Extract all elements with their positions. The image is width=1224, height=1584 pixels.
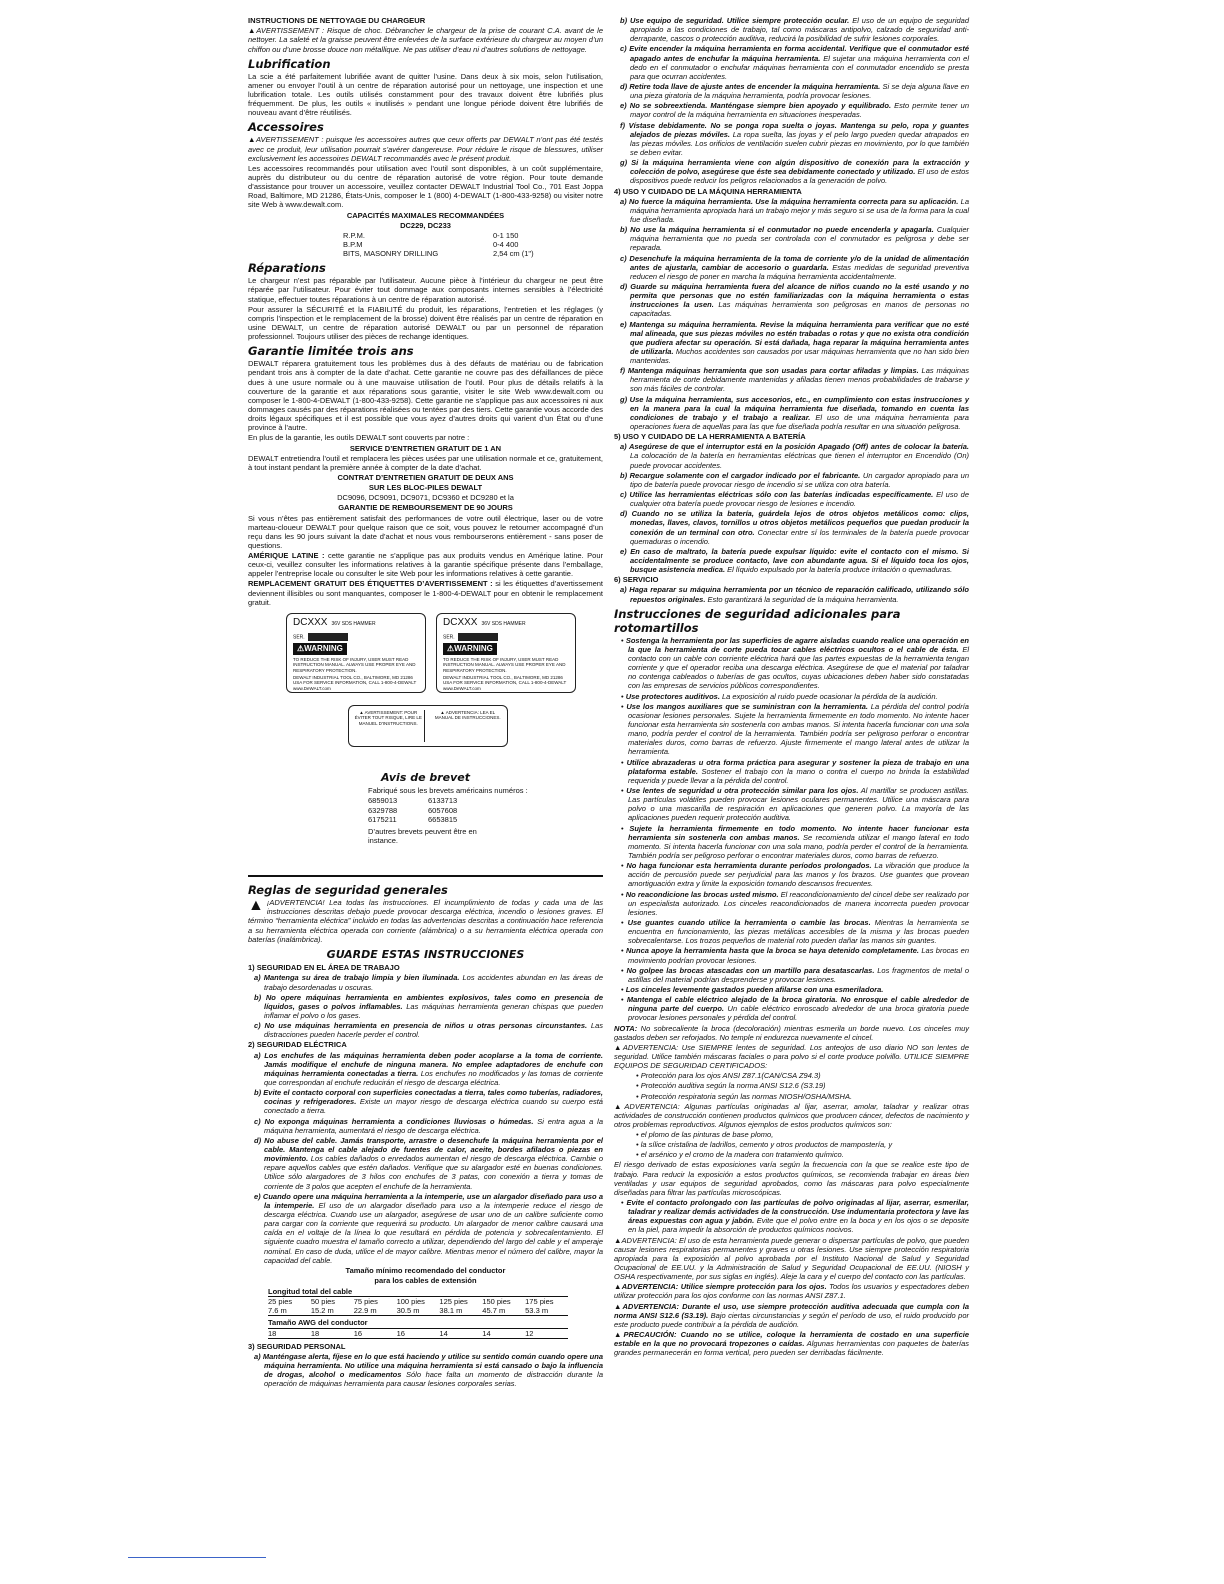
accessoires-heading: Accessoires: [248, 120, 324, 135]
item-text: Cualquier máquina herramienta que no pueda ser controlada con el conmutador es peligrosa y debe ser reparada.: [630, 225, 970, 253]
item-text: La ropa suelta, las joyas y el pelo largo pueden quedar atrapados en las piezas móviles. Los orificios de ventilación suelen cubrir piezas en movimiento, por lo que también se deben evitar.: [630, 129, 969, 157]
sec4-item: [614, 366, 969, 393]
advertencia-2-text: El riesgo derivado de estas exposiciones varía según la frecuencia con la que se realice este tipo de trabajo. Para reducir la exposición a estos productos químicos, se recomienda trabajar en áreas bien ventiladas y usar equipos de seguridad aprobados, como las máscaras para polvo especialmente diseñadas para filtrar las partículas microscópicas.: [614, 1160, 969, 1197]
adv2-list-item: • el plomo de las pinturas de base plomo,: [636, 1130, 774, 1140]
adv1-list-item: • Protección auditiva según la norma ANSI S12.6 (S3.19): [636, 1081, 826, 1091]
bullet-lead: Sostenga la herramienta por las superficies de agarre aisladas cuando realice una operación en la que la herramienta de corte pueda tocar cables eléctricos ocultos o el cable de ésta.: [625, 635, 969, 654]
label-warning-text: TO REDUCE THE RISK OF INJURY, USER MUST READ INSTRUCTION MANUAL. ALWAYS USE PROPER EYE AND RESPIRATORY PROTECTION.: [443, 656, 566, 673]
bullet-lead: Use los mangos auxiliares que se suministran con la herramienta.: [626, 701, 869, 711]
bullet-lead: Use protectores auditivos.: [625, 691, 720, 701]
sec4-item: [614, 282, 969, 319]
lubrification-text: La scie a été parfaitement lubrifiée avant de quitter l’usine. Dans deux à six mois, selon l’utilisation, amener ou envoyer l’outil à un centre de réparation autorisé pour un nettoyage, une inspection et une lubrification totale. Les outils utilisés constamment pour des travaux doivent être lubrifiés plus fréquemment. De plus, les outils « inutilisés » pendant une longue période doivent être lubrifiés de nouveau avant d’être réutilisés.: [248, 71, 603, 118]
reparations-text-2: Pour assurer la SÉCURITÉ et la FIABILITÉ du produit, les réparations, l’entretien et les réglages (y compris l’inspection et le remplacement de la brosse) doivent être réalisés par un centre de réparation en usine DEWALT, un centre de réparation autorisé DEWALT ou par un personnel de réparation professionnel. Toujours utiliser des pièces de rechange identiques.: [248, 304, 603, 342]
bullet-text: Al martillar se producen astillas. Las partículas volátiles pueden provocar lesiones oculares permanentes. Utilice una máscara para polvo o una mascarilla de respiración en aplicaciones que generen polvo. La mayoría de las aplicaciones pueden requerir protección auditiva.: [628, 786, 969, 823]
adv2-list-item: • la sílice cristalina de ladrillos, cemento y otros productos de mampostería, y: [636, 1140, 893, 1150]
item-lead: e) En caso de maltrato, la batería puede expulsar líquido: evite el contacto con el mismo. Si accidentalmente se produce contacto, lave con abundante agua. Si el líquido toca los ojos, busque asistencia medica.: [620, 546, 969, 575]
item-text: Esto permite tener un mayor control de la máquina herramienta en situaciones inesperadas.: [630, 101, 969, 120]
table-cell: 100 pies: [396, 1297, 425, 1307]
bullet-text: Evite que el polvo entre en la boca y en los ojos o se deposite en la piel, para impedir la absorción de productos químicos nocivos.: [628, 1216, 969, 1235]
item-lead: d) Cuando no se utiliza la batería, guárdela lejos de otros objetos metálicos como: clips, monedas, llaves, clavos, tornillos u otros objetos metálicos pequeños que puedan producir la conexión de un terminal con otro.: [620, 509, 969, 537]
garantie-heading: Garantie limitée trois ans: [248, 344, 414, 359]
brevet-outro: D’autres brevets peuvent être en instance.: [368, 826, 477, 846]
item-lead: e) No se sobreextienda. Manténgase siempre bien apoyado y equilibrado.: [620, 101, 892, 111]
patent-number: 6859013: [368, 796, 398, 806]
spec-key: R.P.M.: [343, 230, 365, 240]
bullet-lead: Evite el contacto prolongado con las partículas de polvo originadas al lijar, aserrar, esmerilar, taladrar y realizar demás actividades de la construcción. Use indumentaria protectora y lave las áreas expuestas con agua y jabón.: [626, 1198, 969, 1226]
patent-list: [368, 796, 603, 823]
table-cell: 150 pies: [482, 1297, 511, 1307]
item-lead: c) No use máquinas herramienta en presencia de niños u otras personas circunstantes.: [254, 1021, 588, 1031]
spec-key: B.P.M: [343, 239, 363, 249]
sec3-title: 3) SEGURIDAD PERSONAL: [248, 1341, 346, 1351]
bullet-lead: No reacondicione las brocas usted mismo.: [625, 889, 779, 899]
bullet-item: • Mantenga el cable eléctrico alejado de la broca giratoria. No enrosque el cable alrededor de ninguna parte del cuerpo. Un cable eléctrico enroscado alrededor de una broca giratoria puede provocar lesiones personales y pérdida del control.: [621, 995, 969, 1023]
item-lead: a) Manténgase alerta, fíjese en lo que está haciendo y utilice su sentido común cuando opere una máquina herramienta. No utilice una máquina herramienta si está cansado o bajo la influencia de drogas, alcohol o medicamentos: [254, 1351, 603, 1380]
adv5-lead: ▲ADVERTENCIA: Durante el uso, use siempre protección auditiva adecuada que cumpla con la norma ANSI S12.6 (S3.19).: [614, 1301, 969, 1320]
amerique-paragraph: [248, 551, 603, 578]
adv1-list-item: • Protección para los ojos ANSI Z87.1(CAN/CSA Z94.3): [636, 1071, 821, 1081]
sec1-item: [248, 1021, 603, 1039]
item-lead: c) Utilice las herramientas eléctricas sólo con las baterías indicadas específicamente.: [620, 490, 934, 500]
sec3-item: [614, 158, 969, 185]
bullet-item: • Utilice abrazaderas u otra forma práctica para asegurar y sostener la pieza de trabajo en una plataforma estable. Sostener el trabajo con la mano o contra el cuerpo no brinda la estabilidad requerida y puede llevar a la pérdida del control.: [621, 757, 970, 785]
item-text: La máquina herramienta apropiada hará un trabajo mejor y más seguro si se usa de la forma para la cual fue diseñada.: [630, 196, 969, 224]
item-lead: a) Los enchufes de las máquinas herramienta deben poder acoplarse a la toma de corriente. Jamás modifique el enchufe de ninguna manera. No emplee adaptadores de enchufe con máquinas herramienta conectadas a tierra.: [254, 1050, 603, 1078]
item-text: La colocación de la batería en herramientas eléctricas que tienen el interruptor en Encendido (On) puede provocar accidentes.: [630, 451, 969, 470]
item-text: Los cables dañados o enredados aumentan el riesgo de descarga eléctrica. Cambie o repare aquellos cables que estén dañados. Verifique que su alargador esté en buenas condiciones. Utilice sólo alargadores de 3 hilos con enchufes de 3 patas, con conexión a tierra y tomas de corriente de 3 polos que acepten el enchufe de la herramienta.: [264, 1154, 603, 1191]
sec1-item: [248, 993, 603, 1020]
reglas-warning-paragraph: [248, 898, 603, 944]
amerique-text: cette garantie ne s’applique pas aux produits vendus en Amérique latine. Pour ceux-ci, veuillez consulter les informations relatives à la garantie spécifique présente dans l’emballage, appeler l’entreprise locale ou consulter le site Web pour les informations relatives à cette garantie.: [248, 551, 604, 579]
label-serial: SER.: [443, 634, 455, 641]
item-lead: a) Haga reparar su máquina herramienta por un técnico de reparación calificado, utilizando sólo repuestos originales.: [620, 585, 969, 604]
adicionales-heading-2: rotomartillos: [614, 620, 699, 635]
adv1-list-item: • Protección respiratoria según las normas NIOSH/OSHA/MSHA.: [636, 1091, 853, 1101]
bullet-item: • Use protectores auditivos. La exposición al ruido puede ocasionar la pérdida de la audición.: [621, 691, 938, 701]
sec3-item: [614, 121, 969, 158]
sec1-title: 1) SEGURIDAD EN EL ÁREA DE TRABAJO: [248, 963, 400, 973]
advertencia-5: [614, 1302, 969, 1329]
sec2-item: [248, 1192, 603, 1265]
bullet-lead: Use lentes de seguridad u otra protección similar para los ojos.: [626, 786, 859, 795]
bullet-item: • Use guantes cuando utilice la herramienta o cambie las brocas. Mientras la herramienta se encuentra en funcionamiento, las piezas metálicas accesibles de la misma y las brocas pueden sobrecalentarse. Los trozos pequeños de material roto pueden dañar las manos sin guantes.: [621, 917, 969, 946]
advertencia-4: [614, 1282, 969, 1300]
cable-title-1: Tamaño mínimo recomendado del conductor: [345, 1265, 506, 1275]
item-lead: e) Mantenga su máquina herramienta. Revise la máquina herramienta para verificar que no esté mal alineada, que sus piezas móviles no estén trabadas o rotas y que no exista otra condición que pudiera afectar su operación. Si está dañada, haga reparar la máquina herramienta antes de utilizarla.: [620, 319, 969, 356]
item-text: Los accidentes abundan en las áreas de trabajo desordenadas u oscuras.: [264, 973, 604, 992]
bullet-item: • Sujete la herramienta firmemente en todo momento. No intente hacer funcionar esta herramienta sin sostenerla con ambas manos. Se recomienda utilizar el mango lateral en todo momento. Si intenta hacerla funcionar con una sola mano, podría perder el control de la herramienta. También podría ser peligroso perforar o encontrar materiales duros, como barras de refuerzo.: [621, 823, 970, 860]
table-cell: 14: [439, 1328, 448, 1338]
sec4-title: 4) USO Y CUIDADO DE LA MÁQUINA HERRAMIENTA: [614, 186, 802, 196]
label-model: DCXXX: [293, 616, 328, 628]
warning-label-right: [436, 613, 576, 693]
capacities-title: CAPACITÉS MAXIMALES RECOMMANDÉES: [346, 210, 505, 220]
item-text: El sujetar una máquina herramienta con el dedo en el conmutador o enchufar máquinas herramienta con el conmutador encendido se presta para que ocurran accidentes.: [630, 53, 969, 81]
item-text: El uso de un alargador diseñado para uso a la intemperie reduce el riesgo de descarga eléctrica. Cuando use un alargador, asegúrese de usar uno de un calibre suficiente como para cargar con la corriente que requerirá su producto. Un alargador de menor calibre causará una caída en el voltaje de la línea lo que resultará en pérdida de potencia y sobrecalentamiento. El siguiente cuadro muestra el tamaño correcto a utilizar, dependiendo del largo del cable y el amperaje nominal. En caso de duda, utilice el de mayor calibre. Mientras menor el número del calibre, mayor la capacidad del cable.: [264, 1200, 603, 1265]
item-lead: a) No fuerce la máquina herramienta. Use la máquina herramienta correcta para su aplicación.: [620, 196, 959, 206]
sec5-title: 5) USO Y CUIDADO DE LA HERRAMIENTA A BATERÍA: [614, 432, 806, 442]
adv4-text: Todos los usuarios y espectadores deben utilizar protección para los ojos conforme con las normas ANSI Z87.1.: [614, 1282, 970, 1301]
table-cell: 18: [268, 1328, 277, 1338]
table-cell: 50 pies: [310, 1297, 336, 1307]
sec5-item: [614, 490, 969, 508]
guarde-heading: GUARDE ESTAS INSTRUCCIONES: [326, 947, 525, 961]
item-text: Si entra agua a la máquina herramienta, aumentará el riesgo de descarga eléctrica.: [264, 1116, 603, 1135]
table-cell: 25 pies: [268, 1297, 293, 1307]
cable-title-2: para los cables de extensión: [374, 1275, 477, 1285]
item-lead: f) Mantenga máquinas herramienta que son usadas para cortar afiladas y limpias.: [620, 366, 919, 376]
accessoires-warning: ▲AVERTISSEMENT : puisque les accessoires autres que ceux offerts par DEWALT n’ont pas été testés avec ce produit, leur utilisation pourrait s’avérer dangereuse. Pour réduire le risque de blessures, utiliser exclusivement les accessoires DEWALT recommandés avec le présent produit.: [248, 135, 603, 163]
table-cell: 175 pies: [525, 1297, 554, 1307]
sec2-item: [248, 1117, 603, 1135]
cable-row-feet: [268, 1297, 568, 1306]
sec1-item: [248, 973, 603, 991]
bullet-lead: Utilice abrazaderas u otra forma práctica para asegurar y sostener la pieza de trabajo en una plataforma estable.: [626, 757, 969, 776]
bullet-item: • Use los mangos auxiliares que se suministran con la herramienta. La pérdida del control podría ocasionar lesiones personales. Sujete la herramienta firmemente en todo momento. No intente hacer funcionar esta herramienta sin sostenerla con ambas manos. Si intenta hacerla funcionar con una sola mano, podría perder el control de la herramienta. También podría ser peligroso perforar o encontrar materiales duros, como barras de refuerzo. Ajuste firmemente el mango lateral antes de utilizar la herramienta.: [621, 701, 969, 757]
warning-labels-figure: [248, 613, 603, 773]
remplacement-text: si les étiquettes d’avertissement deviennent illisibles ou sont manquantes, composer le 1-800-4-DEWALT pour en obtenir le remplacement gratuit.: [248, 579, 604, 607]
bullet-item: • No haga funcionar esta herramienta durante períodos prolongados. La vibración que produce la acción de percusión puede ser perjudicial para las manos y los brazos. Use guantes que provean amortiguación extra y limite la exposición tomando descansos frecuentes.: [621, 861, 969, 889]
table-cell: 15.2 m: [310, 1306, 334, 1316]
adv4-lead: ▲ADVERTENCIA: Utilice siempre protección para los ojos.: [614, 1282, 827, 1292]
bullet-lead: Mantenga el cable eléctrico alejado de la broca giratoria. No enrosque el cable alrededor de ninguna parte del cuerpo.: [626, 995, 969, 1014]
sec6-item: [614, 585, 969, 603]
label-warning-badge: ⚠WARNING: [443, 643, 497, 655]
item-text: El uso de una máquina herramienta para operaciones fuera de aquellas para las que fue diseñada podría resultar en una situación peligrosa.: [630, 412, 969, 432]
item-lead: d) Retire toda llave de ajuste antes de encender la máquina herramienta.: [620, 81, 881, 91]
advertencia-3: ▲ADVERTENCIA: El uso de esta herramienta puede generar o dispersar partículas de polvo, que pueden causar lesiones respiratorias permanentes y graves u otras lesiones. Use siempre protección respiratoria apropiada para la exposición al polvo aprobada por el Instituto Nacional de Salud y Seguridad Ocupacional de EE.UU. y la Administración de Salud y Seguridad Ocupacional de EE.UU. (NIOSH y OSHA respectivamente, por sus siglas en inglés). Aleje la cara y el cuerpo del contacto con las partículas.: [614, 1235, 969, 1282]
label-warning-text: TO REDUCE THE RISK OF INJURY, USER MUST READ INSTRUCTION MANUAL. ALWAYS USE PROPER EYE AND RESPIRATORY PROTECTION.: [293, 656, 416, 673]
sec3-item: [614, 44, 969, 81]
bullet-text: Un cable eléctrico enroscado alrededor de una broca giratoria puede provocar lesiones personales y pérdida del control.: [628, 1004, 969, 1023]
remplacement-lead: REMPLACEMENT GRATUIT DES ÉTIQUETTES D’AVERTISSEMENT :: [248, 579, 493, 589]
charger-cleaning-title: INSTRUCTIONS DE NETTOYAGE DU CHARGEUR: [248, 16, 426, 25]
sec2-title: 2) SEGURIDAD ELÉCTRICA: [248, 1040, 347, 1050]
item-lead: c) Evite encender la máquina herramienta en forma accidental. Verifique que el conmutador esté apagado antes de enchufar la máquina herramienta.: [620, 44, 969, 63]
bullet-item: • Sostenga la herramienta por las superficies de agarre aisladas cuando realice una operación en la que la herramienta de corte pueda tocar cables eléctricos ocultos o el cable de ésta. El contacto con un cable con corriente eléctrica hará que las partes expuestas de la herramienta tengan corriente y que el operador reciba una descarga eléctrica. Asegúrese de que el material por taladrar no contenga cableados o tuberías de gas ocultos, cuyas ubicaciones deben haber sido constatadas con las empresas de servicios públicos correspondientes.: [621, 635, 969, 691]
item-text: Estas medidas de seguridad preventiva reducen el riesgo de poner en marcha la máquina herramienta accidentalmente.: [630, 262, 969, 281]
bullet-text: Las brocas en movimiento podrían provocar lesiones.: [628, 946, 969, 965]
table-cell: 16: [353, 1328, 363, 1338]
sec3-item: [614, 82, 969, 100]
sec3-item: [248, 1352, 603, 1389]
precaucion-text: Algunas herramientas con paquetes de baterías grandes permanecerán en forma vertical, pero pueden ser derribadas fácilmente.: [614, 1339, 969, 1358]
item-text: Las máquinas herramienta son peligrosas en manos de personas no capacitadas.: [630, 300, 969, 319]
bullet-text: El contacto con un cable con corriente eléctrica hará que las partes expuestas de la herramienta tengan corriente y que el operador reciba una descarga eléctrica. Asegúrese de que el material por taladrar no contenga cableados o tuberías de gas ocultos, cuyas ubicaciones deben haber sido constatadas con las empresas de servicios públicos correspondientes.: [628, 644, 969, 691]
bullet-text: Se recomienda utilizar el mango lateral en todo momento. Si intenta hacerla funcionar con una sola mano, podría perder el control de la herramienta. También podría ser peligroso perforar o encontrar materiales duros, como barras de refuerzo.: [628, 832, 970, 860]
bullet-item: • No reacondicione las brocas usted mismo. El reacondicionamiento del cincel debe ser realizado por un especialista autorizado. Los cinceles reacondicionados de manera incorrecta pueden provocar lesiones.: [621, 889, 969, 917]
patent-number: 6057608: [428, 805, 458, 815]
item-text: El líquido expulsado por la batería produce irritación o quemaduras.: [725, 565, 953, 575]
item-lead: d) No abuse del cable. Jamás transporte, arrastre o desenchufe la máquina herramienta por el cable. Mantenga el cable alejado de fuentes de calor, aceite, bordes afilados o piezas en movimiento.: [254, 1135, 603, 1164]
item-lead: c) No exponga máquinas herramienta a condiciones lluviosas o húmedas.: [254, 1116, 534, 1126]
bullet-text: El reacondicionamiento del cincel debe ser realizado por un especialista autorizado. Los cinceles reacondicionados de manera incorrecta pueden provocar lesiones.: [628, 889, 969, 917]
charger-cleaning-text: ▲AVERTISSEMENT : Risque de choc. Débrancher le chargeur de la prise de courant C.A. avant de le nettoyer. La saleté et la graisse peuvent être enlevées de la surface extérieure du chargeur au moyen d’un chiffon ou d’une brosse douce non métallique. Ne pas utiliser d’eau ni d’autres solutions de nettoyage.: [248, 26, 603, 54]
sec5-item: [614, 471, 969, 489]
item-lead: b) Recargue solamente con el cargador indicado por el fabricante.: [620, 470, 861, 480]
patents-block: [368, 786, 603, 845]
bullet-text: La pérdida del control podría ocasionar lesiones personales. Sujete la herramienta firmemente en todo momento. No intente hacer funcionar esta herramienta sin sostenerla con ambas manos. Si intenta hacerla funcionar con una sola mano, podría perder el control de la herramienta. También podría ser peligroso perforar o encontrar materiales duros, como barras de refuerzo. Ajuste firmemente el mango lateral antes de utilizar la herramienta.: [628, 701, 969, 757]
bullet-lead: Sujete la herramienta firmemente en todo momento. No intente hacer funcionar esta herramienta sin sostenerla con ambas manos.: [628, 823, 969, 842]
item-text: Las máquinas herramienta de corte debidamente mantenidas y afiladas tienen menos probabilidades de trabarse y son más fáciles de controlar.: [630, 366, 969, 394]
nota-lead: NOTA:: [614, 1023, 638, 1033]
capacities-models: DC229, DC233: [400, 220, 451, 230]
amerique-lead: AMÉRIQUE LATINE :: [248, 551, 325, 561]
cable-row-awg: [268, 1329, 568, 1339]
item-text: Las máquinas herramienta generan chispas que pueden inflamar el polvo o los gases.: [264, 1001, 603, 1020]
remboursement-text: Si vous n’êtes pas entièrement satisfait des performances de votre outil électrique, laser ou de votre marteau-cloueur DEWALT pour quelque raison que ce soit, vous pouvez le retourner accompagné d’un reçu dans les 90 jours suivant la date d’achat et nous vous rembourserons entièrement - sans poser de questions.: [248, 513, 603, 550]
sec5-item: [614, 547, 969, 574]
advertencia-2: ▲ADVERTENCIA: Algunas partículas originadas al lijar, aserrar, amolar, taladrar y realizar otras actividades de construcción contienen productos químicos que producen cáncer, defectos de nacimiento y otros problemas reproductivos. Algunos ejemplos de estos productos químicos son:: [614, 1101, 969, 1129]
bullet-text: Los fragmentos de metal o astillas del material podrían desprenderse y provocar lesiones.: [628, 965, 969, 984]
item-text: Conectar entre sí los terminales de la batería puede provocar quemaduras o incendio.: [630, 527, 969, 546]
item-text: Esto garantizará la seguridad de la máquina herramienta.: [705, 594, 899, 604]
label-subtitle: 36V SDS HAMMER: [331, 620, 376, 627]
item-lead: b) Evite el contacto corporal con superficies conectadas a tierra, tales como tuberías, radiadores, cocinas y refrigeradores.: [254, 1088, 603, 1107]
item-text: Si se deja alguna llave en una pieza giratoria de la máquina herramienta, podría provocar lesiones.: [630, 81, 969, 101]
item-text: Un cargador apropiado para un tipo de batería puede provocar riesgo de incendio si se utiliza con otra batería.: [630, 470, 969, 489]
item-lead: a) Asegúrese de que el interruptor está en la posición Apagado (Off) antes de colocar la batería.: [620, 442, 969, 452]
table-cell: 75 pies: [353, 1297, 378, 1307]
sec6-title: 6) SERVICIO: [614, 575, 659, 585]
adv2-list-item: • el arsénico y el cromo de la madera con tratamiento químico.: [636, 1150, 844, 1160]
reglas-warning: ¡ADVERTENCIA! Lea todas las instrucciones. El incumplimiento de todas y cada una de las instrucciones descritas debajo puede provocar descarga eléctrica, incendio o lesiones graves. El término “herramienta eléctrica” incluido en todas las advertencias descritas a continuación hace referencia a su herramienta eléctrica operada con corriente (alámbrica) o a su herramienta eléctrica operada con baterías (inalámbrica).: [248, 898, 603, 944]
contrat-title-1: CONTRAT D’ENTRETIEN GRATUIT DE DEUX ANS: [337, 472, 514, 482]
table-cell: 18: [310, 1328, 320, 1338]
spec-value: 0-4 400: [493, 239, 519, 249]
item-text: El uso de estos dispositivos puede reducir los peligros relacionados a la generación de polvo.: [630, 167, 969, 186]
sec5-item: [614, 509, 969, 546]
bullet-text: La exposición al ruido puede ocasionar la pérdida de la audición.: [719, 691, 938, 701]
section-divider: [248, 875, 603, 877]
reparations-text-1: Le chargeur n’est pas réparable par l’utilisateur. Aucune pièce à l’intérieur du chargeur ne peut être réparée par l’utilisateur. Pour éviter tout dommage aux composants internes sensibles à l’électricité statique, effectuer toutes réparations à un centre de réparation autorisé.: [248, 276, 603, 304]
bullet-item: • Nunca apoye la herramienta hasta que la broca se haya detenido completamente. Las brocas en movimiento podrían provocar lesiones.: [621, 946, 969, 965]
warning-label-translations: [348, 705, 508, 747]
label-spanish-warning: ▲ ADVERTENCIA: LEA EL MANUAL DE INSTRUCCIONES.: [434, 709, 501, 721]
accessoires-text: Les accessoires recommandés pour utilisation avec l’outil sont disponibles, à un coût supplémentaire, auprès du distributeur ou du centre de réparation autorisé de votre région. Pour toute demande d’assistance pour trouver un accessoire, veuillez contacter DEWALT Industrial Tool Co., 701 East Joppa Road, Baltimore, MD 21286, États-Unis, composer le 1 (800) 4-DEWALT (1-800-433-9258) ou visiter notre site Web à www.dewalt.com.: [248, 163, 603, 210]
item-lead: a) Mantenga su área de trabajo limpia y bien iluminada.: [254, 973, 460, 983]
item-lead: c) Desenchufe la máquina herramienta de la toma de corriente y/o de la unidad de alimentación antes de ajustarla, cambiar de accesorio o guardarla.: [620, 253, 969, 272]
sec4-item: [614, 320, 969, 366]
adv5-text: Bajo ciertas circunstancias y según el período de uso, el ruido producido por este producto puede contribuir a la pérdida de audición.: [614, 1310, 969, 1329]
reglas-heading: Reglas de seguridad generales: [248, 883, 448, 898]
cable-awg-header: Tamaño AWG del conductor: [268, 1318, 568, 1328]
right-column: [614, 16, 969, 1358]
garantie-text-2: En plus de la garantie, les outils DEWALT sont couverts par notre :: [248, 433, 470, 443]
contrat-models: DC9096, DC9091, DC9071, DC9360 et DC9280 et la: [337, 493, 514, 503]
patent-number: 6653815: [428, 814, 458, 824]
bullet-item: • Evite el contacto prolongado con las partículas de polvo originadas al lijar, aserrar, esmerilar, taladrar y realizar demás actividades de la construcción. Use indumentaria protectora y lave las áreas expuestas con agua y jabón. Evite que el polvo entre en la boca y en los ojos o se deposite en la piel, para impedir la absorción de productos químicos nocivos.: [621, 1198, 969, 1235]
remboursement-title: GARANTIE DE REMBOURSEMENT DE 90 JOURS: [338, 503, 513, 513]
warning-triangle-icon: ▲: [248, 897, 264, 915]
item-text: El uso de un equipo de seguridad apropiado a las condiciones de trabajo, tal como máscaras antipolvo, calzado de seguridad anti-derrapante, cascos o protección auditiva, reducirá la posibilidad de sufrir lesiones corporales.: [630, 16, 969, 44]
label-subtitle: 36V SDS HAMMER: [481, 620, 526, 627]
sec3-item: [614, 101, 969, 119]
sec2-item: [248, 1051, 603, 1088]
warning-label-left: [286, 613, 426, 693]
item-lead: b) Use equipo de seguridad. Utilice siempre protección ocular.: [620, 16, 850, 25]
spec-value: 0-1 150: [493, 230, 519, 240]
sec4-item: [614, 197, 969, 224]
left-column: [248, 16, 603, 1389]
table-cell: 16: [396, 1328, 405, 1338]
precaucion: [614, 1330, 969, 1357]
sec2-item: [248, 1136, 603, 1191]
item-text: El uso de cualquier otra batería puede provocar riesgo de lesiones e incendio.: [630, 490, 969, 509]
spec-value: 2,54 cm (1"): [493, 249, 534, 259]
item-lead: e) Cuando opere una máquina herramienta a la intemperie, use un alargador diseñado para uso a la intemperie.: [254, 1191, 603, 1210]
patent-number: 6133713: [428, 796, 458, 806]
sec2-item: [248, 1088, 603, 1115]
bullet-lead: Use guantes cuando utilice la herramienta o cambie las brocas.: [627, 917, 871, 927]
item-text: Los enchufes no modificados y las tomas de corriente que correspondan al enchufe reducirán el riesgo de descarga eléctrica.: [264, 1068, 603, 1087]
item-lead: b) No use la máquina herramienta si el conmutador no puede encenderla y apagarla.: [620, 225, 934, 235]
bullet-text: Sostener el trabajo con la mano o contra el cuerpo no brinda la estabilidad requerida y puede llevar a la pérdida del control.: [628, 766, 970, 785]
item-lead: d) Guarde su máquina herramienta fuera del alcance de niños cuando no la esté usando y no permita que personas que no estén familiarizadas con la máquina herramienta o estas instrucciones la usen.: [620, 281, 969, 310]
advertencia-1: ▲ADVERTENCIA: Use SIEMPRE lentes de seguridad. Los anteojos de uso diario NO son lentes de seguridad. Utilice también máscaras faciales o para polvo si el corte produce polvillo. UTILICE SIEMPRE EQUIPOS DE SEGURIDAD CERTIFICADOS:: [614, 1042, 969, 1071]
reparations-heading: Réparations: [248, 261, 326, 276]
table-cell: 7.6 m: [268, 1306, 287, 1316]
sec3-item: [614, 16, 969, 43]
table-cell: 125 pies: [439, 1297, 468, 1307]
sec5-item: [614, 442, 969, 469]
label-company-text: DEWALT INDUSTRIAL TOOL CO., BALTIMORE, MD 21286 USA FOR SERVICE INFORMATION, CALL 1-800-4-DEWALT www.DeWALT.com: [293, 675, 417, 691]
label-company-text: DEWALT INDUSTRIAL TOOL CO., BALTIMORE, MD 21286 USA FOR SERVICE INFORMATION, CALL 1-800-4-DEWALT www.DeWALT.com: [443, 675, 567, 691]
label-serial: SER.: [293, 634, 305, 641]
capacities-table: [343, 231, 603, 258]
table-cell: 53.3 m: [525, 1306, 549, 1316]
bullet-text: Mientras la herramienta se encuentra en funcionamiento, las piezas metálicas accesibles de la misma y las brocas pueden sobrecalentarse. Los trozos pequeños de material roto pueden dañar las manos sin guantes.: [628, 917, 969, 946]
table-cell: 45.7 m: [482, 1306, 506, 1316]
bullet-lead: Nunca apoye la herramienta hasta que la broca se haya detenido completamente.: [625, 946, 919, 956]
item-text: Muchos accidentes son causados por usar máquinas herramienta que no han sido bien mantenidas.: [630, 346, 969, 366]
bullet-item: • Use lentes de seguridad u otra protección similar para los ojos. Al martillar se producen astillas. Las partículas volátiles pueden provocar lesiones oculares permanentes. Utilice una máscara para polvo o una mascarilla de respiración en aplicaciones que generen polvo. La mayoría de las aplicaciones pueden requerir protección auditiva.: [621, 786, 969, 823]
label-french-warning: ▲ AVERTISSEMENT: POUR ÉVITER TOUT RISQUE, LIRE LE MANUEL D'INSTRUCTIONS.: [353, 710, 425, 742]
label-model: DCXXX: [443, 616, 478, 628]
item-text: Existe un mayor riesgo de descarga eléctrica cuando su cuerpo está conectado a tierra.: [264, 1097, 603, 1116]
bullet-lead: No golpee las brocas atascadas con un martillo para desatascarlas.: [626, 965, 875, 975]
item-text: Sólo hace falta un momento de distracción durante la operación de máquinas herramienta para causar lesiones corporales serias.: [264, 1370, 603, 1389]
footer-link-line: [128, 1557, 266, 1558]
patent-number: 6175211: [368, 814, 397, 824]
contrat-title-2: SUR LES BLOC-PILES DEWALT: [368, 483, 483, 493]
garantie-text: DEWALT réparera gratuitement tous les problèmes dus à des défauts de matériau ou de fabrication pendant trois ans à compter de la date d’achat. Cette garantie ne couvre pas des défaillances de pièce dues à une usure normale ou à une mauvaise utilisation de l’outil. Pour plus de détails relatifs à la couverture de la garantie et aux réparations sous garantie, visiter le site Web www.dewalt.com ou composer le 1-800-4-DEWALT (1-800-433-9258). Cette garantie ne s’applique pas aux accessoires ni aux dommages causés par des réparations réalisées ou tentées par des tiers. Cette garantie vous accorde des droits légaux spécifiques et il est possible que vous ayez d’autres droits qui varient d’un État ou d’une province à l’autre.: [248, 359, 603, 433]
table-cell: 30.5 m: [396, 1306, 420, 1316]
precaucion-lead: ▲PRECAUCIÓN: Cuando no se utilice, coloque la herramienta de costado en una superficie estable en la que no provocará tropezones o caídas.: [614, 1330, 969, 1349]
nota-paragraph: [614, 1024, 969, 1042]
brevet-heading: Avis de brevet: [380, 770, 471, 784]
item-lead: f) Vístase debidamente. No se ponga ropa suelta o joyas. Mantenga su pelo, ropa y guantes alejados de piezas móviles.: [620, 120, 969, 139]
nota-text: No sobrecaliente la broca (decoloración) mientras esmerila un borde nuevo. Los cinceles muy gastados deben ser reforjados. No temple ni endurezca nuevamente el cincel.: [614, 1023, 969, 1042]
service-title: SERVICE D’ENTRETIEN GRATUIT DE 1 AN: [349, 443, 502, 453]
bullet-lead: Los cinceles levemente gastados pueden afilarse con una esmeriladora.: [625, 984, 884, 994]
item-lead: g) Use la máquina herramienta, sus accesorios, etc., en cumplimiento con estas instrucciones y en la manera para la cual la máquina herramienta fue diseñada, tomando en cuenta las condiciones de trabajo y el trabajo a realizar.: [620, 394, 969, 422]
item-lead: g) Si la máquina herramienta viene con algún dispositivo de conexión para la extracción y colección de polvo, asegúrese que éste sea debidamente conectado y utilizado.: [620, 158, 969, 177]
bullet-lead: No haga funcionar esta herramienta durante períodos prolongados.: [626, 861, 872, 871]
table-cell: 14: [482, 1328, 491, 1338]
patent-number: 6329788: [368, 805, 398, 815]
table-cell: 38.1 m: [439, 1306, 463, 1316]
bullet-item: • Los cinceles levemente gastados pueden afilarse con una esmeriladora.: [621, 984, 884, 994]
sec4-item: [614, 254, 969, 281]
bullet-text: La vibración que produce la acción de percusión puede ser perjudicial para las manos y los brazos. Use guantes que provean amortiguación extra y limite la exposición tomando descansos frecuentes.: [628, 861, 969, 889]
cable-table: [268, 1287, 568, 1339]
bullet-item: • No golpee las brocas atascadas con un martillo para desatascarlas. Los fragmentos de metal o astillas del material podrían desprenderse y provocar lesiones.: [621, 965, 969, 984]
item-lead: b) No opere máquinas herramienta en ambientes explosivos, tales como en presencia de líquidos, gases o polvos inflamables.: [254, 992, 603, 1011]
label-warning-badge: ⚠WARNING: [293, 643, 347, 655]
brevet-intro: Fabriqué sous les brevets américains numéros :: [368, 786, 528, 796]
sec4-item: [614, 225, 969, 252]
sec4-item: [614, 395, 969, 432]
service-text: DEWALT entretiendra l’outil et remplacera les pièces usées par une utilisation normale et ce, gratuitement, à tout instant pendant la première année à compter de la date d’achat.: [248, 453, 603, 472]
lubrification-heading: Lubrification: [248, 56, 331, 71]
remplacement-paragraph: [248, 579, 603, 606]
table-cell: 12: [525, 1328, 534, 1338]
table-cell: 22.9 m: [353, 1306, 377, 1316]
cable-length-header: Longitud total del cable: [268, 1287, 568, 1297]
adicionales-heading-1: Instrucciones de seguridad adicionales para: [614, 606, 901, 621]
spec-key: BITS, MASONRY DRILLING: [343, 249, 439, 259]
item-text: Las distracciones pueden hacerle perder el control.: [264, 1021, 603, 1040]
cable-row-meters: [268, 1306, 568, 1316]
